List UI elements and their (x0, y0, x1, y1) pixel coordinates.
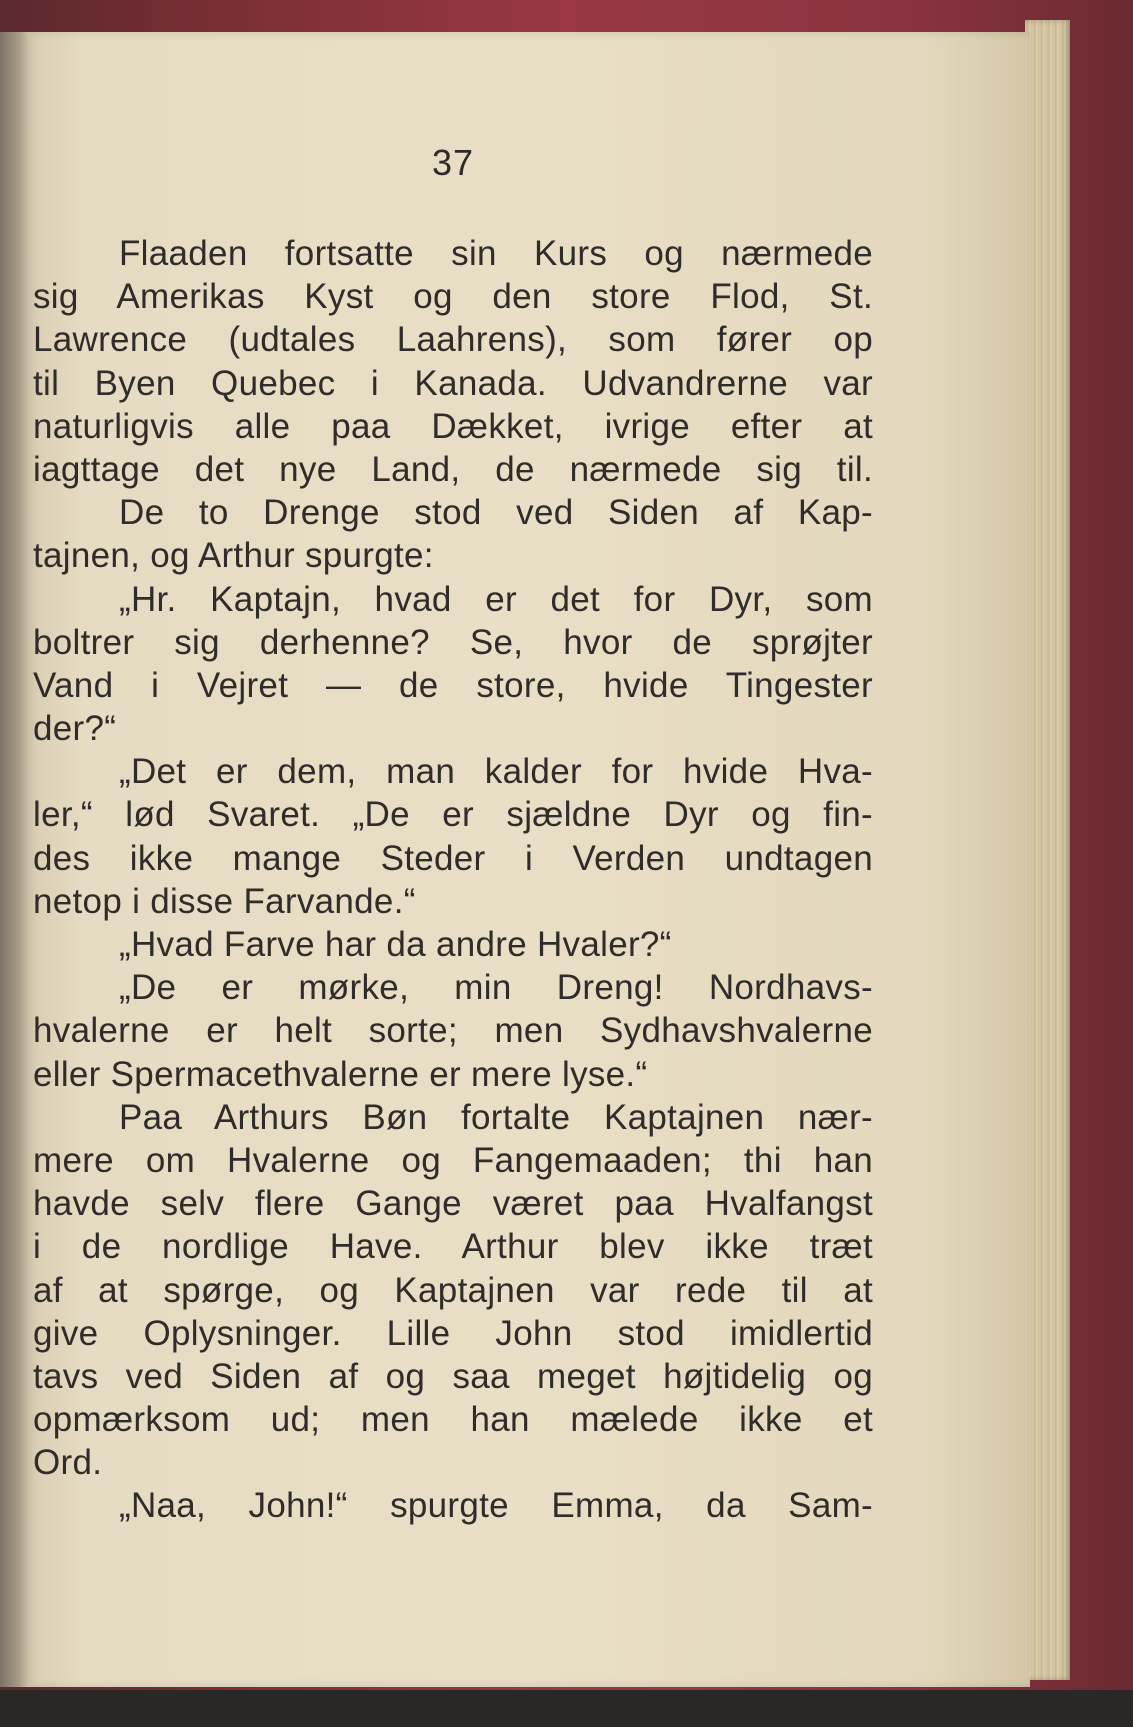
text-line: opmærksom ud; men han mælede ikke et (33, 1400, 873, 1440)
text-line: der?“ (33, 709, 117, 749)
text-line: Flaaden fortsatte sin Kurs og nærmede (119, 234, 873, 273)
text-line: til Byen Quebec i Kanada. Udvandrerne var (33, 363, 873, 403)
page-number: 37 (432, 142, 475, 183)
text-line: iagttage det nye Land, de nærmede sig til. (33, 449, 873, 489)
text-line: Ord. (33, 1443, 103, 1483)
book-gutter (0, 32, 30, 1687)
text-line: sig Amerikas Kyst og den store Flod, St. (33, 277, 873, 317)
text-line: De to Drenge stod ved Siden af Kap- (119, 493, 873, 533)
text-line: Vand i Vejret — de store, hvide Tingester (33, 665, 873, 705)
text-line: naturligvis alle paa Dækket, ivrige efter at (33, 406, 873, 446)
text-line: „Hvad Farve har da andre Hvaler?“ (119, 925, 672, 964)
text-line: ler,“ lød Svaret. „De er sjældne Dyr og fin- (33, 795, 873, 835)
text-line: havde selv flere Gange været paa Hvalfangst (33, 1184, 873, 1224)
text-line: netop i disse Farvande.“ (33, 881, 416, 921)
text-line: „Det er dem, man kalder for hvide Hva- (119, 752, 873, 792)
text-line: eller Spermacethvalerne er mere lyse.“ (33, 1054, 648, 1094)
page-edges (1025, 20, 1070, 1680)
text-line: mere om Hvalerne og Fangemaaden; thi han (33, 1140, 873, 1180)
text-line: „Naa, John!“ spurgte Emma, da Sam- (119, 1486, 873, 1526)
text-line: des ikke mange Steder i Verden undtagen (33, 838, 873, 878)
text-line: tavs ved Siden af og saa meget højtidelig og (33, 1356, 873, 1396)
text-line: tajnen, og Arthur spurgte: (33, 536, 434, 576)
text-line: af at spørge, og Kaptajnen var rede til at (33, 1270, 873, 1310)
text-line: „De er mørke, min Dreng! Nordhavs- (119, 968, 873, 1008)
text-line: hvalerne er helt sorte; men Sydhavshvalerne (33, 1011, 873, 1051)
text-line: Paa Arthurs Bøn fortalte Kaptajnen nær- (119, 1097, 873, 1137)
body-text (33, 232, 873, 1528)
text-line: i de nordlige Have. Arthur blev ikke træt (33, 1227, 873, 1267)
text-line: give Oplysninger. Lille John stod imidlertid (33, 1313, 873, 1353)
scan-background (0, 1690, 1133, 1727)
text-line: Lawrence (udtales Laahrens), som fører op (33, 320, 873, 360)
text-line: „Hr. Kaptajn, hvad er det for Dyr, som (119, 579, 873, 619)
text-line: boltrer sig derhenne? Se, hvor de sprøjter (33, 622, 873, 662)
